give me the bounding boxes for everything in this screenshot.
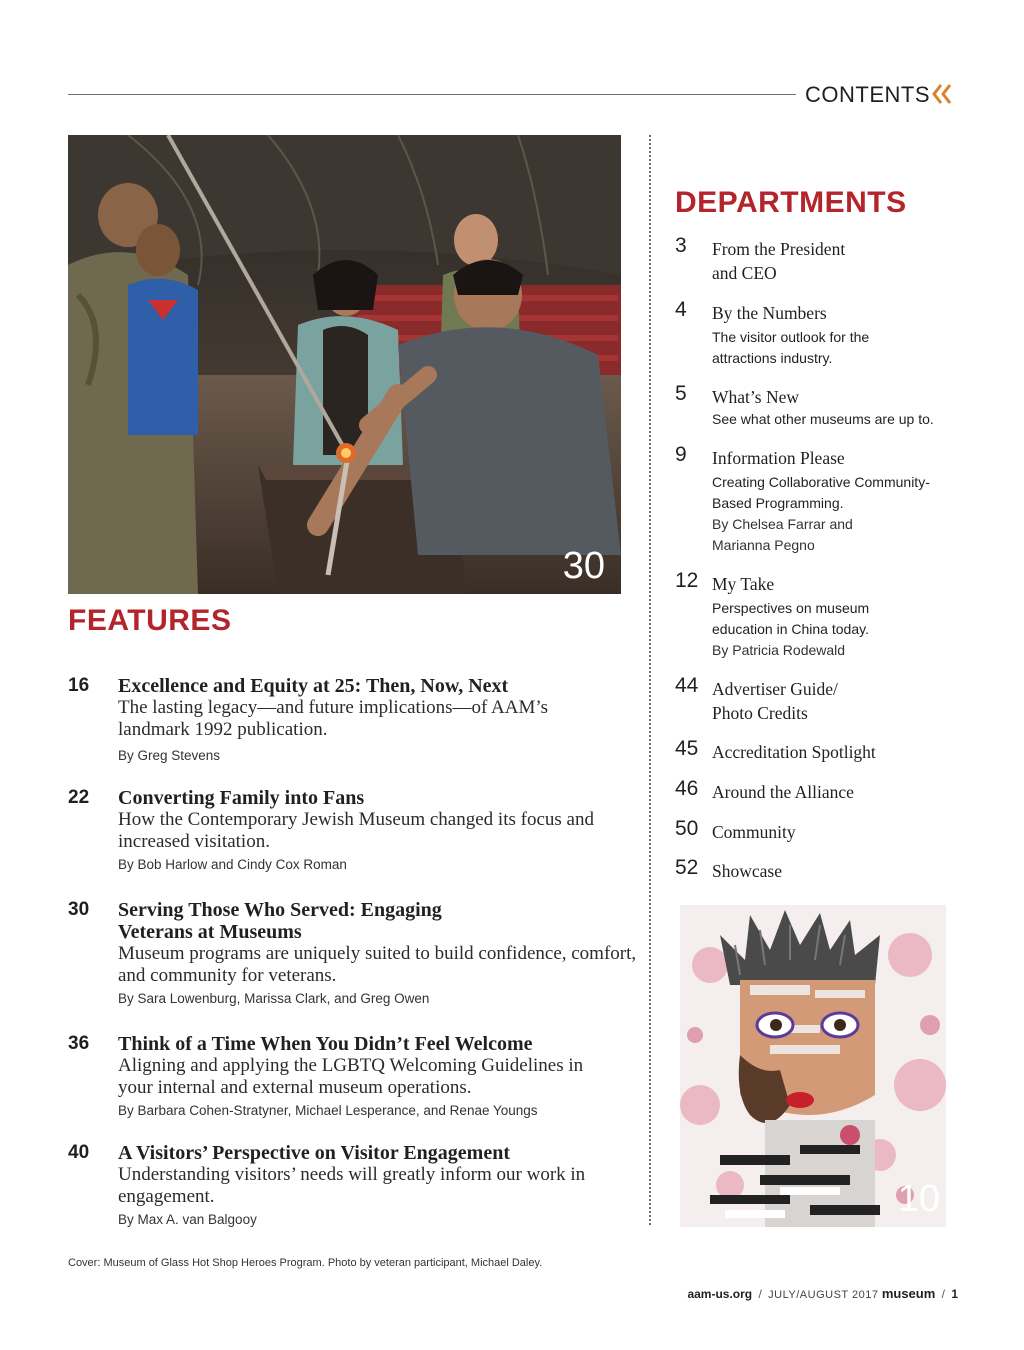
feature-title: Converting Family into Fans: [118, 787, 365, 809]
feature-byline: By Max A. van Balgooy: [118, 1212, 257, 1227]
department-title: By the Numbers: [712, 303, 827, 323]
footer-issue: JULY/AUGUST 2017: [768, 1289, 879, 1301]
feature-page-number: 40: [68, 1142, 90, 1163]
department-page-number: 52: [675, 856, 699, 879]
department-page-number: 45: [675, 737, 699, 760]
feature-byline: By Barbara Cohen-Stratyner, Michael Lesperance, and Renae Youngs: [118, 1103, 538, 1118]
department-page-number: 44: [675, 674, 699, 697]
department-title: My Take: [712, 574, 775, 594]
department-title: From the President and CEO: [712, 239, 846, 283]
department-page-number: 50: [675, 817, 699, 840]
department-byline: By Patricia Rodewald: [712, 642, 846, 658]
feature-page-number: 30: [68, 899, 90, 920]
department-title: Advertiser Guide/ Photo Credits: [712, 679, 838, 723]
feature-title: Excellence and Equity at 25: Then, Now, Next: [118, 675, 509, 697]
department-title: Showcase: [712, 861, 782, 881]
department-byline: By Chelsea Farrar and Marianna Pegno: [712, 516, 853, 553]
department-page-number: 12: [675, 569, 699, 592]
footer-site[interactable]: aam-us.org: [687, 1287, 753, 1301]
department-title: Community: [712, 822, 796, 842]
cover-credit: Cover: Museum of Glass Hot Shop Heroes Program. Photo by veteran participant, Michael Daley.: [68, 1257, 543, 1269]
feature-description: How the Contemporary Jewish Museum changed its focus and increased visitation.: [118, 809, 594, 852]
department-description: See what other museums are up to.: [712, 411, 934, 427]
footer-separator: /: [758, 1287, 762, 1301]
department-page-number: 4: [675, 298, 687, 321]
feature-byline: By Greg Stevens: [118, 748, 221, 763]
department-description: Creating Collaborative Community-Based Programming.: [712, 474, 930, 511]
feature-byline: By Bob Harlow and Cindy Cox Roman: [118, 857, 347, 872]
department-title: Around the Alliance: [712, 782, 854, 802]
department-description: The visitor outlook for the attractions industry.: [712, 329, 870, 366]
feature-page-number: 36: [68, 1033, 90, 1054]
double-chevron-left-icon: [930, 82, 954, 106]
column-divider: [649, 135, 651, 1225]
feature-description: Museum programs are uniquely suited to build confidence, comfort, and community for veterans.: [118, 943, 637, 986]
feature-title: A Visitors’ Perspective on Visitor Engagement: [118, 1142, 510, 1164]
collage-artwork: [680, 905, 946, 1227]
features-heading: FEATURES: [68, 604, 232, 637]
feature-page-number: 22: [68, 787, 90, 808]
feature-description: Understanding visitors’ needs will greatly inform our work in engagement.: [118, 1164, 586, 1207]
feature-title: Think of a Time When You Didn’t Feel Welcome: [118, 1033, 533, 1055]
artwork-page-number: 10: [897, 1178, 940, 1220]
glassblowing-scene: [68, 135, 621, 594]
header-rule: [68, 94, 796, 95]
feature-description: Aligning and applying the LGBTQ Welcoming Guidelines in your internal and external museum operations.: [118, 1055, 584, 1098]
footer-magazine: museum: [881, 1286, 936, 1301]
footer-separator: /: [941, 1287, 945, 1301]
feature-title: Serving Those Who Served: Engaging Veterans at Museums: [118, 899, 442, 943]
departments-heading: DEPARTMENTS: [675, 186, 907, 219]
cover-photo: [68, 135, 621, 594]
department-page-number: 5: [675, 382, 687, 405]
feature-page-number: 16: [68, 675, 90, 696]
contents-label: CONTENTS: [805, 82, 930, 107]
feature-description: The lasting legacy—and future implications—of AAM’s landmark 1992 publication.: [118, 697, 549, 740]
department-page-number: 9: [675, 443, 687, 466]
footer-page-number: 1: [951, 1287, 958, 1301]
department-title: Information Please: [712, 448, 845, 468]
department-description: Perspectives on museum education in China today.: [712, 600, 870, 637]
feature-byline: By Sara Lowenburg, Marissa Clark, and Greg Owen: [118, 991, 430, 1006]
department-page-number: 3: [675, 234, 687, 257]
cover-photo-page-number: 30: [562, 545, 605, 587]
page-footer: [687, 1286, 958, 1301]
department-title: Accreditation Spotlight: [712, 742, 876, 762]
department-page-number: 46: [675, 777, 699, 800]
department-title: What’s New: [712, 387, 799, 407]
